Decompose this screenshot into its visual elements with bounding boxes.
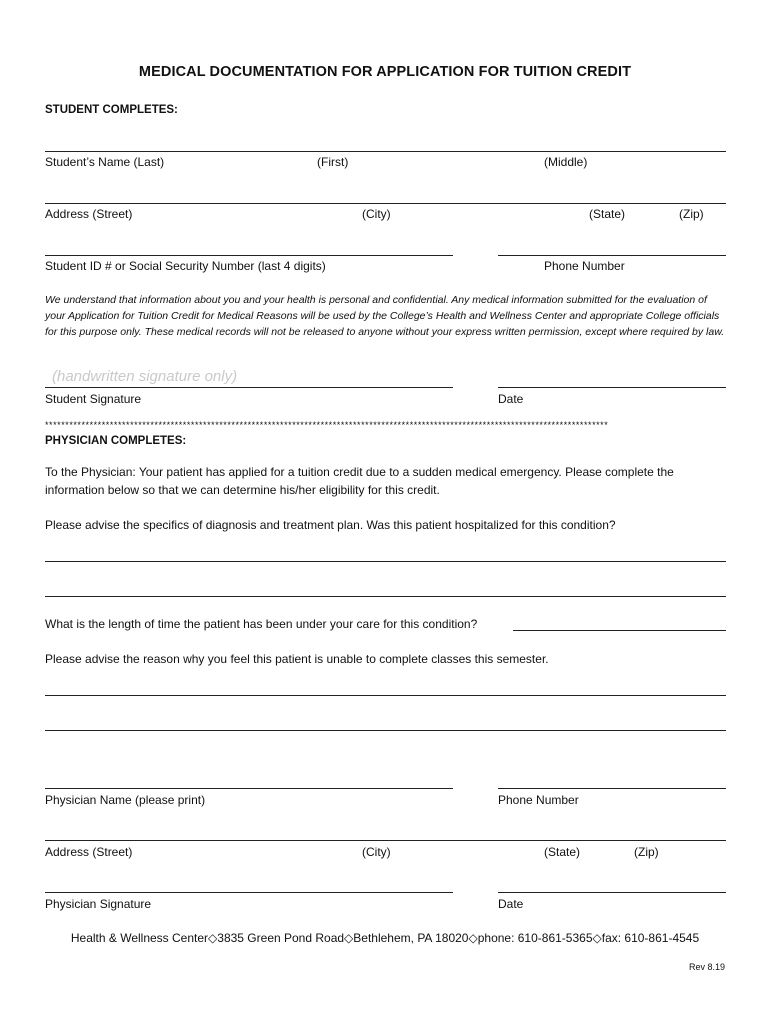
physician-phone-label: Phone Number <box>498 793 579 807</box>
physician-date-line[interactable] <box>498 892 726 893</box>
section-separator: ******************************************************************************************************************************************* <box>45 420 609 430</box>
student-address-street-label: Address (Street) <box>45 207 133 221</box>
signature-hint: (handwritten signature only) <box>52 368 238 385</box>
student-address-city-label: (City) <box>362 207 391 221</box>
footer-city: Bethlehem, PA 18020 <box>353 931 469 945</box>
physician-intro: To the Physician: Your patient has applied for a tuition credit due to a sudden medical emergency. Please complete the information below so that we can determine his/her eligibility for this credit. <box>45 465 674 497</box>
physician-date-label: Date <box>498 897 524 911</box>
footer-contact <box>0 931 770 945</box>
diagnosis-question: Please advise the specifics of diagnosis and treatment plan. Was this patient hospitalized for this condition? <box>45 518 616 532</box>
reason-answer-line-1[interactable] <box>45 695 726 696</box>
reason-answer-line-2[interactable] <box>45 730 726 731</box>
physician-address-street-label: Address (Street) <box>45 845 133 859</box>
student-name-first-label: (First) <box>317 155 349 169</box>
diagnosis-answer-line-2[interactable] <box>45 596 726 597</box>
physician-signature-label: Physician Signature <box>45 897 152 911</box>
student-phone-line[interactable] <box>498 255 726 256</box>
student-date-label: Date <box>498 392 524 406</box>
footer-org: Health & Wellness Center <box>70 931 209 945</box>
physician-phone-line[interactable] <box>498 788 726 789</box>
student-name-line[interactable] <box>45 151 726 152</box>
care-length-answer-line[interactable] <box>513 630 726 631</box>
footer-phone: phone: 610-861-5365 <box>477 931 593 945</box>
privacy-notice: We understand that information about you and your health is personal and confidential. Any medical information submitted for the evaluation of your Application for Tuition Credit for Medical Reasons will be used by the College’s Health and Wellness Center and appropriate College officials for this purpose only. These medical records will not be released to anyone without your express written permission, except where required by law. <box>45 294 725 338</box>
footer-fax: fax: 610-861-4545 <box>601 931 700 945</box>
physician-address-line[interactable] <box>45 840 726 841</box>
physician-address-zip-label: (Zip) <box>634 845 659 859</box>
care-length-question: What is the length of time the patient has been under your care for this condition? <box>45 617 478 631</box>
student-name-last-label: Student’s Name (Last) <box>45 155 165 169</box>
student-signature-label: Student Signature <box>45 392 142 406</box>
diamond-icon: ◇ <box>344 931 354 945</box>
physician-address-state-label: (State) <box>544 845 581 859</box>
student-id-label: Student ID # or Social Security Number (last 4 digits) <box>45 259 326 273</box>
student-phone-label: Phone Number <box>544 259 625 273</box>
physician-name-line[interactable] <box>45 788 453 789</box>
student-address-zip-label: (Zip) <box>679 207 704 221</box>
physician-name-label: Physician Name (please print) <box>45 793 206 807</box>
student-name-middle-label: (Middle) <box>544 155 588 169</box>
physician-signature-line[interactable] <box>45 892 453 893</box>
physician-section-heading: PHYSICIAN COMPLETES: <box>45 435 187 447</box>
student-address-state-label: (State) <box>589 207 626 221</box>
student-signature-line[interactable] <box>45 387 453 388</box>
footer-address: 3835 Green Pond Road <box>217 931 345 945</box>
physician-address-city-label: (City) <box>362 845 391 859</box>
student-id-line[interactable] <box>45 255 453 256</box>
reason-question: Please advise the reason why you feel this patient is unable to complete classes this semester. <box>45 652 549 666</box>
revision-label: Rev 8.19 <box>688 962 725 972</box>
diamond-icon: ◇ <box>468 931 478 945</box>
diamond-icon: ◇ <box>592 931 602 945</box>
student-address-line[interactable] <box>45 203 726 204</box>
student-section-heading: STUDENT COMPLETES: <box>45 104 178 116</box>
diagnosis-answer-line-1[interactable] <box>45 561 726 562</box>
page-title: MEDICAL DOCUMENTATION FOR APPLICATION FOR TUITION CREDIT <box>138 64 632 80</box>
diamond-icon: ◇ <box>208 931 218 945</box>
student-date-line[interactable] <box>498 387 726 388</box>
